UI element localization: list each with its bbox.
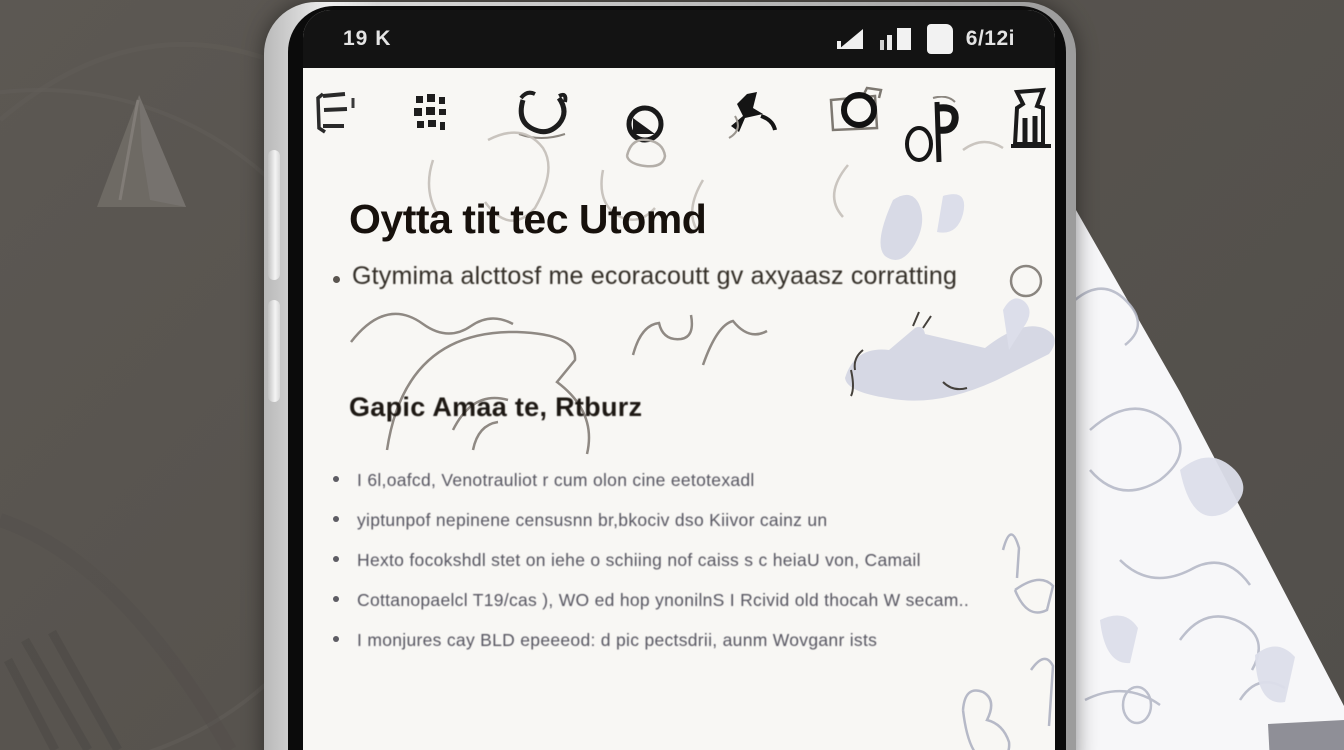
sim-card-icon — [927, 24, 953, 54]
list-item-text: I monjures cay BLD epeeeod: d pic pectsdrii, aunm Wovganr ists — [357, 629, 878, 650]
bullet-dot — [333, 476, 339, 482]
share-icon[interactable] — [723, 88, 775, 148]
secondary-signal-bars-icon — [880, 26, 914, 52]
trash-icon[interactable] — [1003, 84, 1055, 144]
flag-icon[interactable] — [903, 96, 955, 156]
bullet-dot — [333, 636, 339, 642]
signal-strength-icon — [837, 27, 867, 51]
list-item-text: I 6l,oafcd, Venotrauliot r cum olon cine eetotexadl — [357, 469, 755, 490]
list-item-text: yiptunpof nepinene censusnn br,bkociv dso Kiivor cainz un — [357, 509, 828, 530]
bullet-dot — [333, 556, 339, 562]
list-item — [303, 460, 1033, 500]
clock-label: 6/12i — [965, 27, 1015, 50]
page-title: Oytta tit tec Utomd — [349, 196, 707, 242]
phone-screen — [303, 10, 1055, 750]
intro-bullet-row — [333, 262, 957, 291]
bullet-dot — [333, 516, 339, 522]
list-item — [303, 580, 1033, 620]
volume-button — [268, 150, 280, 280]
menu-icon[interactable] — [311, 84, 363, 144]
camera-icon[interactable] — [823, 84, 875, 144]
profile-icon[interactable] — [619, 104, 671, 164]
temperature-label: 19 K — [343, 27, 392, 50]
undo-icon[interactable] — [511, 84, 563, 144]
grid-icon[interactable] — [408, 84, 460, 144]
status-bar — [303, 10, 1055, 68]
list-item-text: Cottanopaelcl T19/cas ), WO ed hop ynonilnS I Rcivid old thocah W secam.. — [357, 589, 969, 610]
list-item — [303, 620, 1033, 660]
toolbar — [303, 68, 1055, 164]
bullet-list — [303, 460, 1033, 660]
power-button — [268, 300, 280, 402]
bullet-dot — [333, 596, 339, 602]
intro-bullet-text: Gtymima alcttosf me ecoracoutt gv axyaasz corratting — [352, 262, 958, 290]
list-item — [303, 540, 1033, 580]
bullet-dot — [333, 276, 340, 283]
section-heading: Gapic Amaa te, Rtburz — [349, 392, 643, 422]
list-item-text: Hexto focokshdl stet on iehe o schiing nof caiss s c heiaU von, Camail — [357, 549, 921, 570]
list-item — [303, 500, 1033, 540]
